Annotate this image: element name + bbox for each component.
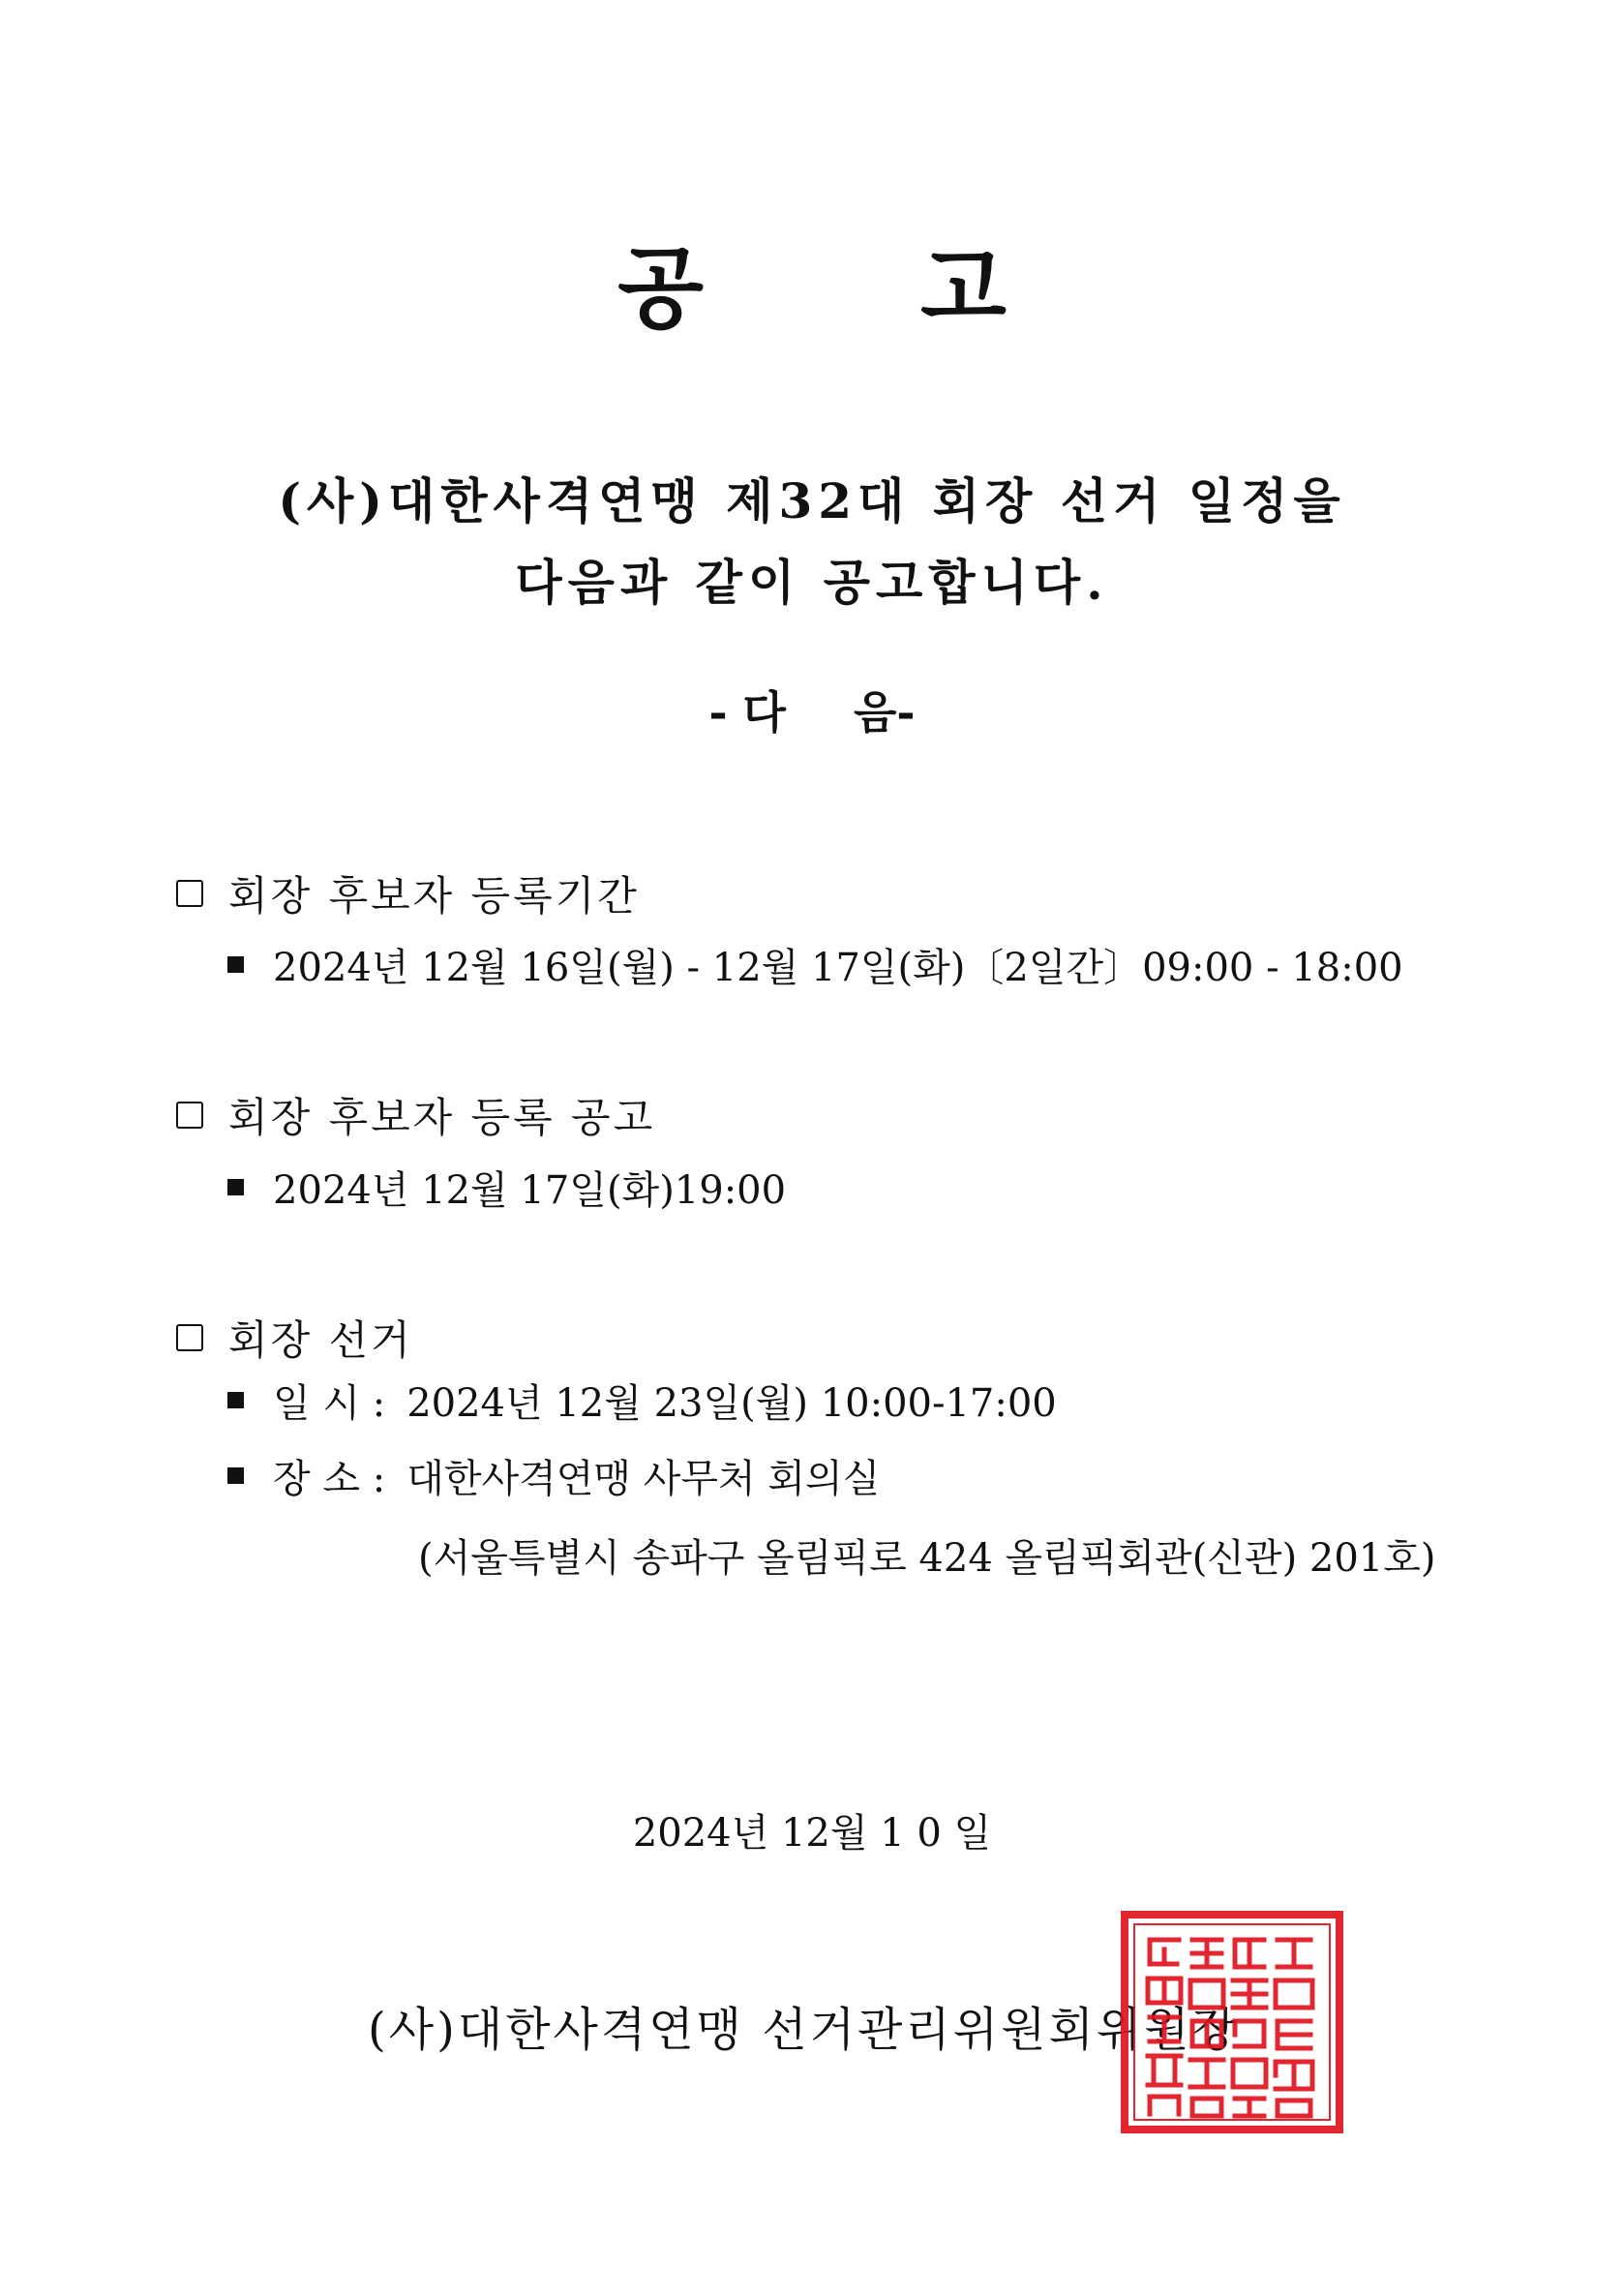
list-item-text: 2024년 12월 17일(화)19:00 xyxy=(273,1168,787,1213)
square-bullet-icon xyxy=(227,1179,244,1195)
document-title: 공 고 xyxy=(617,236,1099,341)
section-divider xyxy=(0,678,1624,741)
intro-line-2: 다음과 같이 공고합니다. xyxy=(515,554,1109,611)
section-heading-text: 회장 선거 xyxy=(228,1316,413,1364)
checkbox-icon xyxy=(176,880,203,907)
checkbox-icon xyxy=(176,1324,203,1351)
square-bullet-icon xyxy=(227,956,244,973)
square-bullet-icon xyxy=(227,1467,244,1484)
list-item-datetime xyxy=(227,1373,1057,1428)
divider-suffix: 음- xyxy=(854,686,916,739)
section-heading-text: 회장 후보자 등록 공고 xyxy=(228,1094,656,1141)
intro-line-1: (사)대한사격연맹 제32대 회장 선거 일정을 xyxy=(278,472,1346,529)
list-item-text: 2024년 12월 16일(월) - 12월 17일(화)〔2일간〕09:00 - 18:00 xyxy=(273,946,1403,990)
checkbox-icon xyxy=(176,1102,203,1129)
list-item-text: 2024년 12월 23일(월) 10:00-17:00 xyxy=(406,1381,1057,1426)
section-heading-election xyxy=(176,1309,413,1367)
list-item xyxy=(227,1160,786,1215)
list-item-location xyxy=(227,1448,880,1503)
signer-name: (사)대한사격연맹 선거관리위원회위원장 xyxy=(368,2003,1240,2057)
official-seal-icon xyxy=(1121,1911,1343,2133)
section-heading-registration-period xyxy=(176,864,640,922)
venue-address: (서울특별시 송파구 올림픽로 424 올림픽회관(신관) 201호) xyxy=(418,1536,1436,1581)
section-heading-registration-notice xyxy=(176,1086,655,1144)
list-item-label: 일 시 : xyxy=(273,1381,386,1426)
list-item-text: 대한사격연맹 사무처 회의실 xyxy=(406,1457,881,1501)
square-bullet-icon xyxy=(227,1392,244,1408)
divider-prefix: - 다 xyxy=(708,686,786,739)
section-heading-text: 회장 후보자 등록기간 xyxy=(228,872,640,920)
notice-date: 2024년 12월 1 0 일 xyxy=(632,1811,992,1856)
list-item-label: 장 소 : xyxy=(273,1457,386,1501)
list-item xyxy=(227,937,1403,992)
